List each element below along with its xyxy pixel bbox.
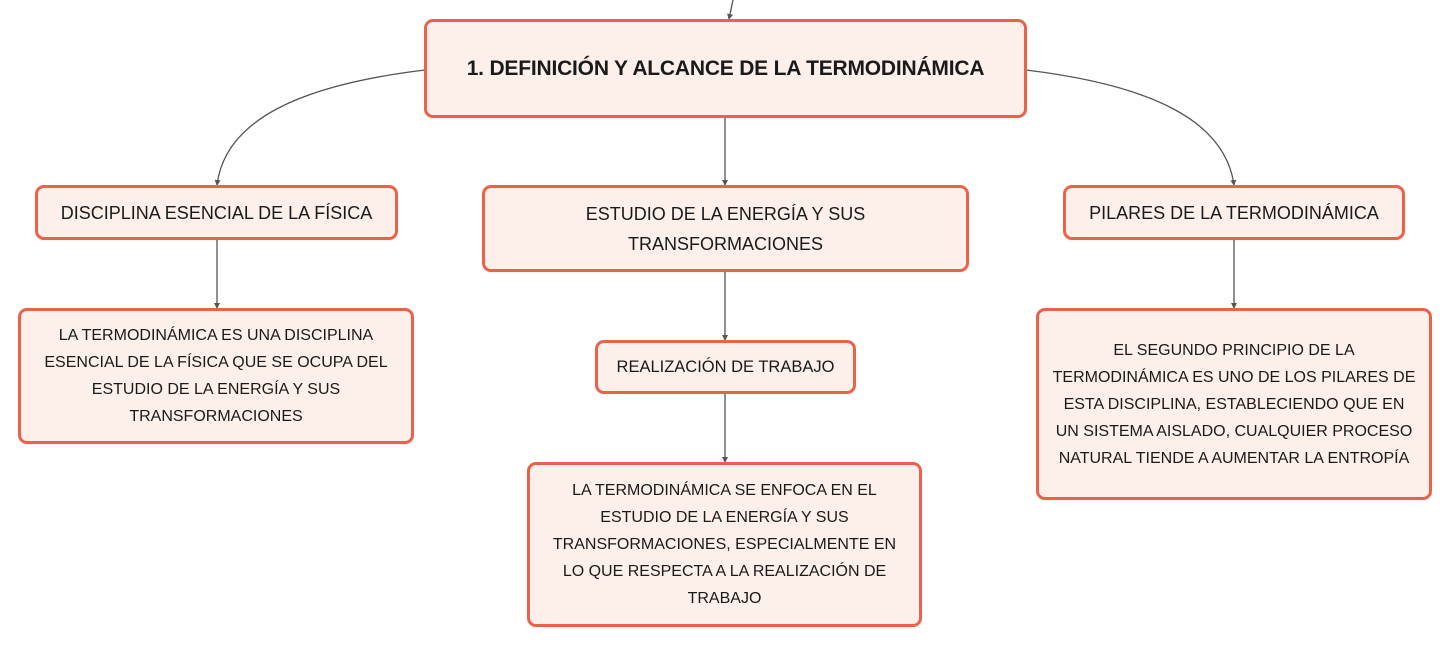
connector-root-to-branch-pillars bbox=[1026, 70, 1234, 185]
root-topic-label: 1. DEFINICIÓN Y ALCANCE DE LA TERMODINÁMICA bbox=[466, 56, 985, 80]
branch-label: ESTUDIO DE LA ENERGÍA Y SUS TRANSFORMACIONES bbox=[585, 203, 866, 254]
detail-node-disciplina-fisica[interactable] bbox=[18, 308, 414, 444]
subtopic-label: REALIZACIÓN DE TRABAJO bbox=[616, 358, 835, 376]
branch-node-estudio-energia[interactable] bbox=[482, 185, 969, 272]
root-topic-node[interactable] bbox=[424, 19, 1027, 118]
subtopic-node-realizacion-trabajo[interactable] bbox=[595, 340, 856, 394]
detail-text: LA TERMODINÁMICA SE ENFOCA EN EL ESTUDIO DE LA ENERGÍA Y SUS TRANSFORMACIONES, ESPECIALMENTE EN LO QUE RESPECTA A LA REALIZACIÓN DE TRABAJO bbox=[552, 482, 897, 607]
branch-label: PILARES DE LA TERMODINÁMICA bbox=[1089, 202, 1379, 223]
detail-text: EL SEGUNDO PRINCIPIO DE LA TERMODINÁMICA ES UNO DE LOS PILARES DE ESTA DISCIPLINA, ESTABLECIENDO QUE EN UN SISTEMA AISLADO, CUALQUIER PROCESO NATURAL TIENDE A AUMENTAR LA ENTROPÍA bbox=[1052, 341, 1416, 467]
branch-node-disciplina-fisica[interactable] bbox=[35, 185, 398, 240]
branch-label: DISCIPLINA ESENCIAL DE LA FÍSICA bbox=[60, 202, 373, 223]
detail-text: LA TERMODINÁMICA ES UNA DISCIPLINA ESENCIAL DE LA FÍSICA QUE SE OCUPA DEL ESTUDIO DE LA ENERGÍA Y SUS TRANSFORMACIONES bbox=[44, 327, 388, 425]
detail-node-pilares[interactable] bbox=[1036, 308, 1432, 500]
connector-parent-to-root bbox=[729, 0, 733, 19]
detail-node-estudio-energia[interactable] bbox=[527, 462, 922, 627]
connector-root-to-branch-physics bbox=[217, 70, 425, 185]
branch-node-pilares[interactable] bbox=[1063, 185, 1405, 240]
